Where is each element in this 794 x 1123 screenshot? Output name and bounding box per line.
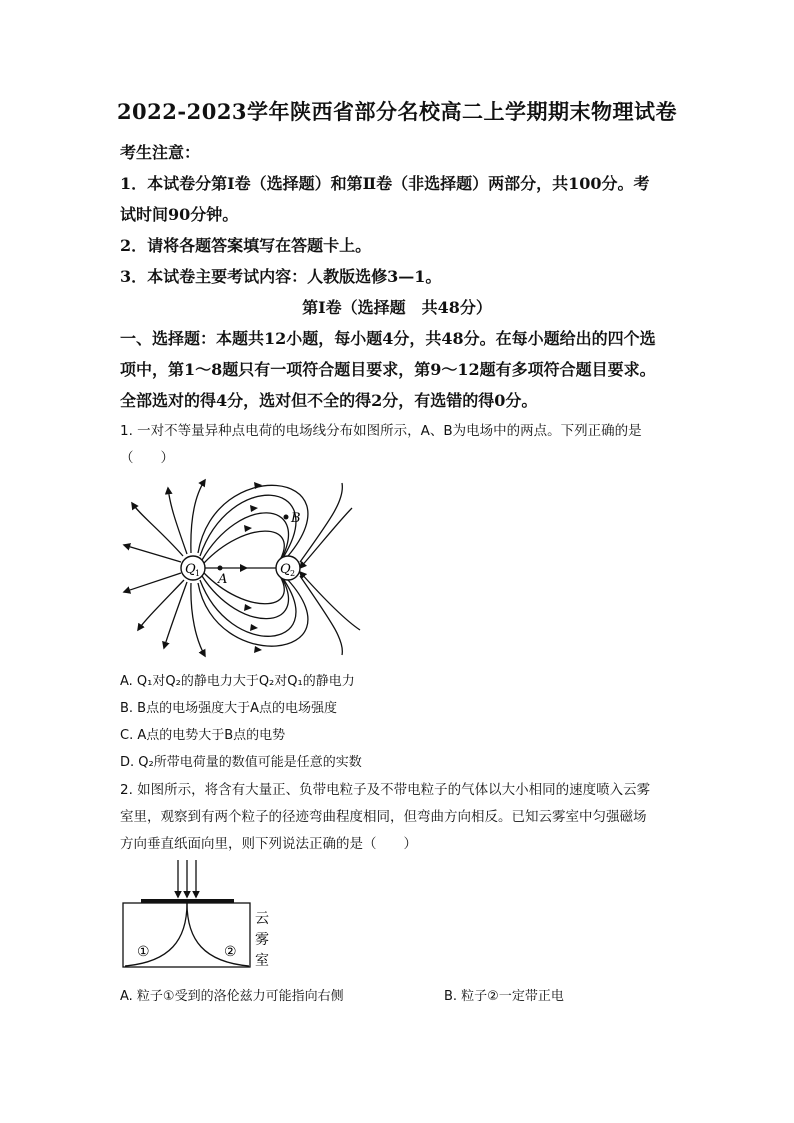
question-1-option-c: C. A点的电势大于B点的电势: [120, 728, 286, 743]
question-2-option-a: A. 粒子①受到的洛伦兹力可能指向右侧: [120, 989, 344, 1004]
point-b-label: B: [291, 511, 301, 526]
question-2-stem-line-2: 室里，观察到有两个粒子的径迹弯曲程度相同，但弯曲方向相反。已知云雾室中匀强磁场: [120, 809, 647, 825]
chamber-label-1: 云: [255, 911, 269, 927]
field-line: [300, 576, 342, 655]
chamber-label-2: 雾: [255, 932, 269, 948]
notice-item-3: 3．本试卷主要考试内容：人教版选修3—1。: [120, 267, 442, 286]
field-line: [124, 573, 181, 592]
field-line: [204, 573, 284, 604]
track-1-path: [125, 903, 187, 966]
point-a-label: A: [218, 572, 228, 587]
field-line: [138, 580, 184, 630]
track-2-label: ②: [224, 944, 237, 960]
exam-title: 2022-2023学年陕西省部分名校高二上学期期末物理试卷: [116, 99, 678, 124]
field-line: [164, 582, 187, 648]
field-line: [132, 503, 183, 556]
point-a-dot: [218, 566, 223, 571]
cloud-chamber-figure: [115, 855, 285, 975]
charge-q1-label: Q: [185, 562, 196, 577]
field-line: [124, 545, 181, 562]
question-1-stem: 1. 一对不等量异种点电荷的电场线分布如图所示，A、B为电场中的两点。下列正确的是: [120, 423, 642, 439]
chamber-label-3: 室: [255, 953, 269, 969]
question-2-stem-line-3: 方向垂直纸面向里，则下列说法正确的是（ ）: [120, 836, 417, 852]
question-2-stem-line-1: 2. 如图所示，将含有大量正、负带电粒子及不带电粒子的气体以大小相同的速度喷入云雾: [120, 782, 651, 798]
notice-item-1-line-1: 1．本试卷分第Ⅰ卷（选择题）和第Ⅱ卷（非选择题）两部分，共100分。考: [120, 174, 650, 193]
notice-item-2: 2．请将各题答案填写在答题卡上。: [120, 236, 372, 255]
field-line: [191, 583, 205, 656]
charge-q2-subscript: 2: [290, 569, 296, 578]
question-2-option-b: B. 粒子②一定带正电: [444, 989, 564, 1004]
field-line: [198, 580, 308, 646]
field-line: [168, 488, 187, 554]
question-1-option-a: A. Q₁对Q₂的静电力大于Q₂对Q₁的静电力: [120, 674, 355, 689]
question-1-option-b: B. B点的电场强度大于A点的电场强度: [120, 701, 337, 716]
point-b-dot: [284, 515, 289, 520]
charge-q2-label: Q: [280, 562, 291, 577]
chamber-slit-plate: [141, 899, 234, 903]
question-1-answer-paren: （ ）: [120, 450, 174, 466]
section-instruction-line-2: 项中，第1～8题只有一项符合题目要求，第9～12题有多项符合题目要求。: [120, 360, 656, 379]
field-line: [200, 495, 296, 556]
field-line: [191, 480, 205, 553]
question-1-option-d: D. Q₂所带电荷量的数值可能是任意的实数: [120, 755, 362, 770]
field-line: [204, 531, 284, 563]
field-lines-figure: [115, 470, 380, 662]
track-1-label: ①: [137, 944, 150, 960]
notice-item-1-line-2: 试时间90分钟。: [120, 205, 239, 224]
notice-heading: 考生注意：: [120, 143, 201, 162]
section-instruction-line-1: 一、选择题：本题共12小题，每小题4分，共48分。在每小题给出的四个选: [120, 329, 656, 348]
section-heading: 第Ⅰ卷（选择题 共48分）: [302, 298, 492, 317]
section-instruction-line-3: 全部选对的得4分，选对但不全的得2分，有选错的得0分。: [120, 391, 538, 410]
track-2-path: [187, 903, 249, 966]
charge-q1-subscript: 1: [195, 569, 201, 578]
